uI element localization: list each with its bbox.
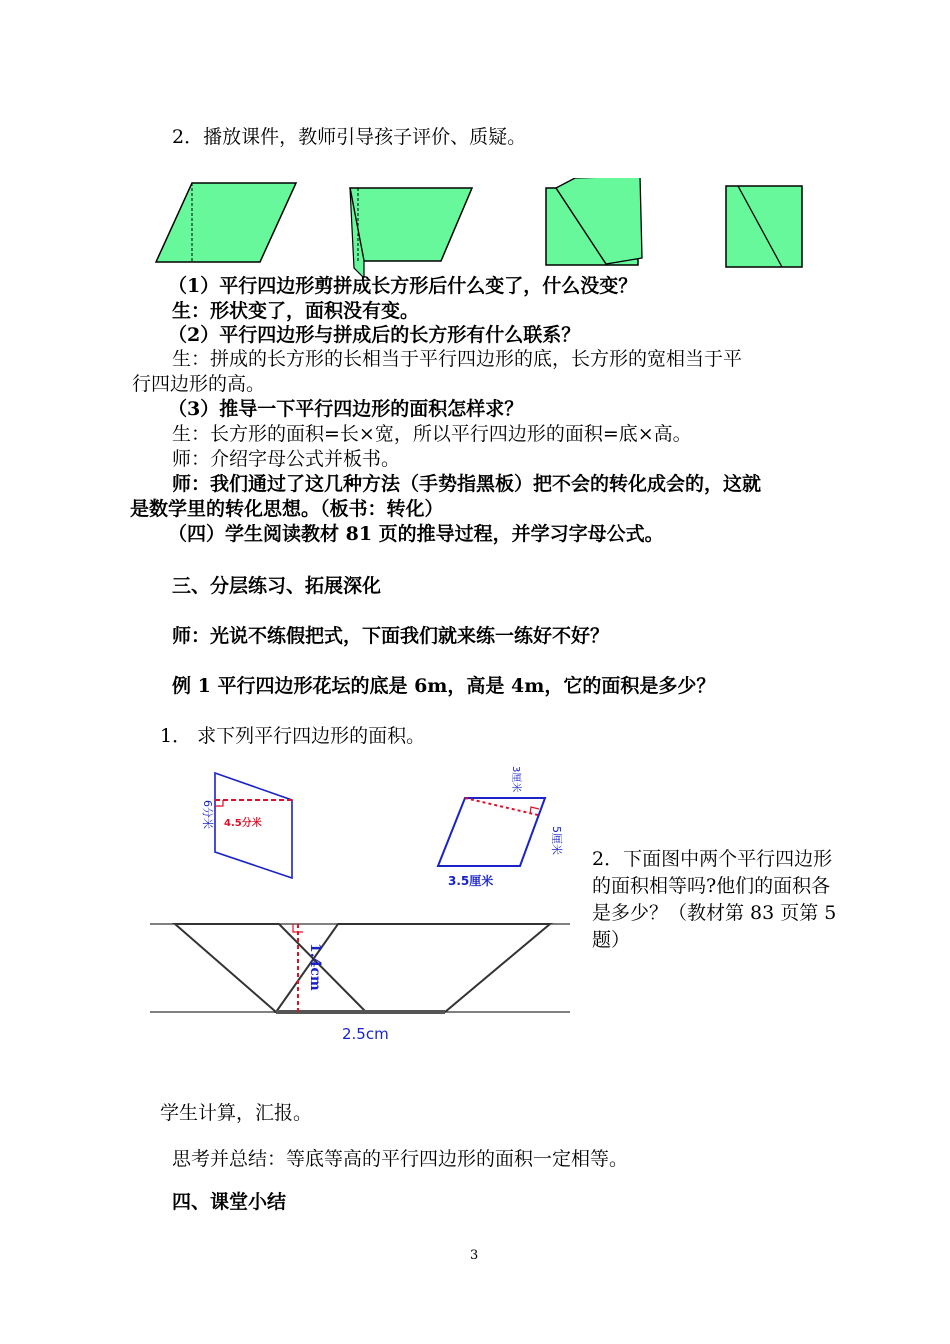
answer-2-line-1: 生：拼成的长方形的长相当于平行四边形的底，长方形的宽相当于平	[172, 348, 743, 370]
side-label-6dm: 6分米	[201, 800, 214, 829]
question-2: （2）平行四边形与拼成后的长方形有什么联系？	[168, 324, 581, 346]
example-1: 例 1 平行四边形花坛的底是 6m，高是 4m，它的面积是多少？	[172, 675, 716, 697]
triangle-folding-figure	[546, 178, 642, 265]
section-three-heading: 三、分层练习、拓展深化	[172, 575, 382, 597]
triangle-moving-figure	[350, 188, 472, 278]
answer-1: 生：形状变了，面积没有变。	[172, 300, 420, 322]
exercise-parallelogram-1	[170, 765, 310, 885]
cut-and-paste-figures	[150, 178, 850, 278]
student-calc: 学生计算，汇报。	[160, 1102, 313, 1124]
intro-text: 2．播放课件，教师引导孩子评价、质疑。	[172, 126, 527, 148]
teacher-line-2a: 师：我们通过了这几种方法（手势指黑板）把不会的转化成会的，这就	[172, 473, 762, 495]
exercise-2-text: 2．下面图中两个平行四边形的面积相等吗?他们的面积各是多少？（教材第 83 页第 5 题）	[592, 848, 837, 951]
rectangle-result-figure	[726, 186, 802, 267]
answer-2-line-2: 行四边形的高。	[132, 373, 266, 395]
equal-area-parallelograms	[150, 915, 570, 1050]
question-1: （1）平行四边形剪拼成长方形后什么变了，什么没变？	[168, 275, 638, 297]
answer-3: 生：长方形的面积=长×宽，所以平行四边形的面积=底×高。	[172, 423, 692, 445]
page-number: 3	[470, 1248, 479, 1263]
parallelogram-figure	[156, 183, 296, 262]
teacher-line-3: 师：光说不练假把式，下面我们就来练一练好不好？	[172, 625, 610, 647]
step-four: （四）学生阅读教材 81 页的推导过程，并学习字母公式。	[168, 523, 664, 545]
right-side-label: 5厘米	[550, 826, 563, 855]
base-label-3-5cm: 3.5厘米	[448, 874, 494, 888]
summary-text: 思考并总结：等底等高的平行四边形的面积一定相等。	[172, 1148, 629, 1170]
teacher-line-2b: 是数学里的转化思想。（板书：转化）	[130, 498, 444, 520]
top-side-label: 3厘米	[510, 766, 521, 793]
section-four-heading: 四、课堂小结	[172, 1191, 287, 1213]
base-label-2-5cm: 2.5cm	[342, 1025, 389, 1043]
height-label-1-4cm: 1.4cm	[307, 943, 323, 991]
exercise-1-title: 1． 求下列平行四边形的面积。	[160, 725, 426, 747]
question-3: （3）推导一下平行四边形的面积怎样求？	[168, 398, 524, 420]
teacher-line-1: 师：介绍字母公式并板书。	[172, 448, 401, 470]
exercise-parallelogram-2	[430, 758, 585, 893]
height-label-4-5dm: 4.5分米	[224, 818, 262, 829]
